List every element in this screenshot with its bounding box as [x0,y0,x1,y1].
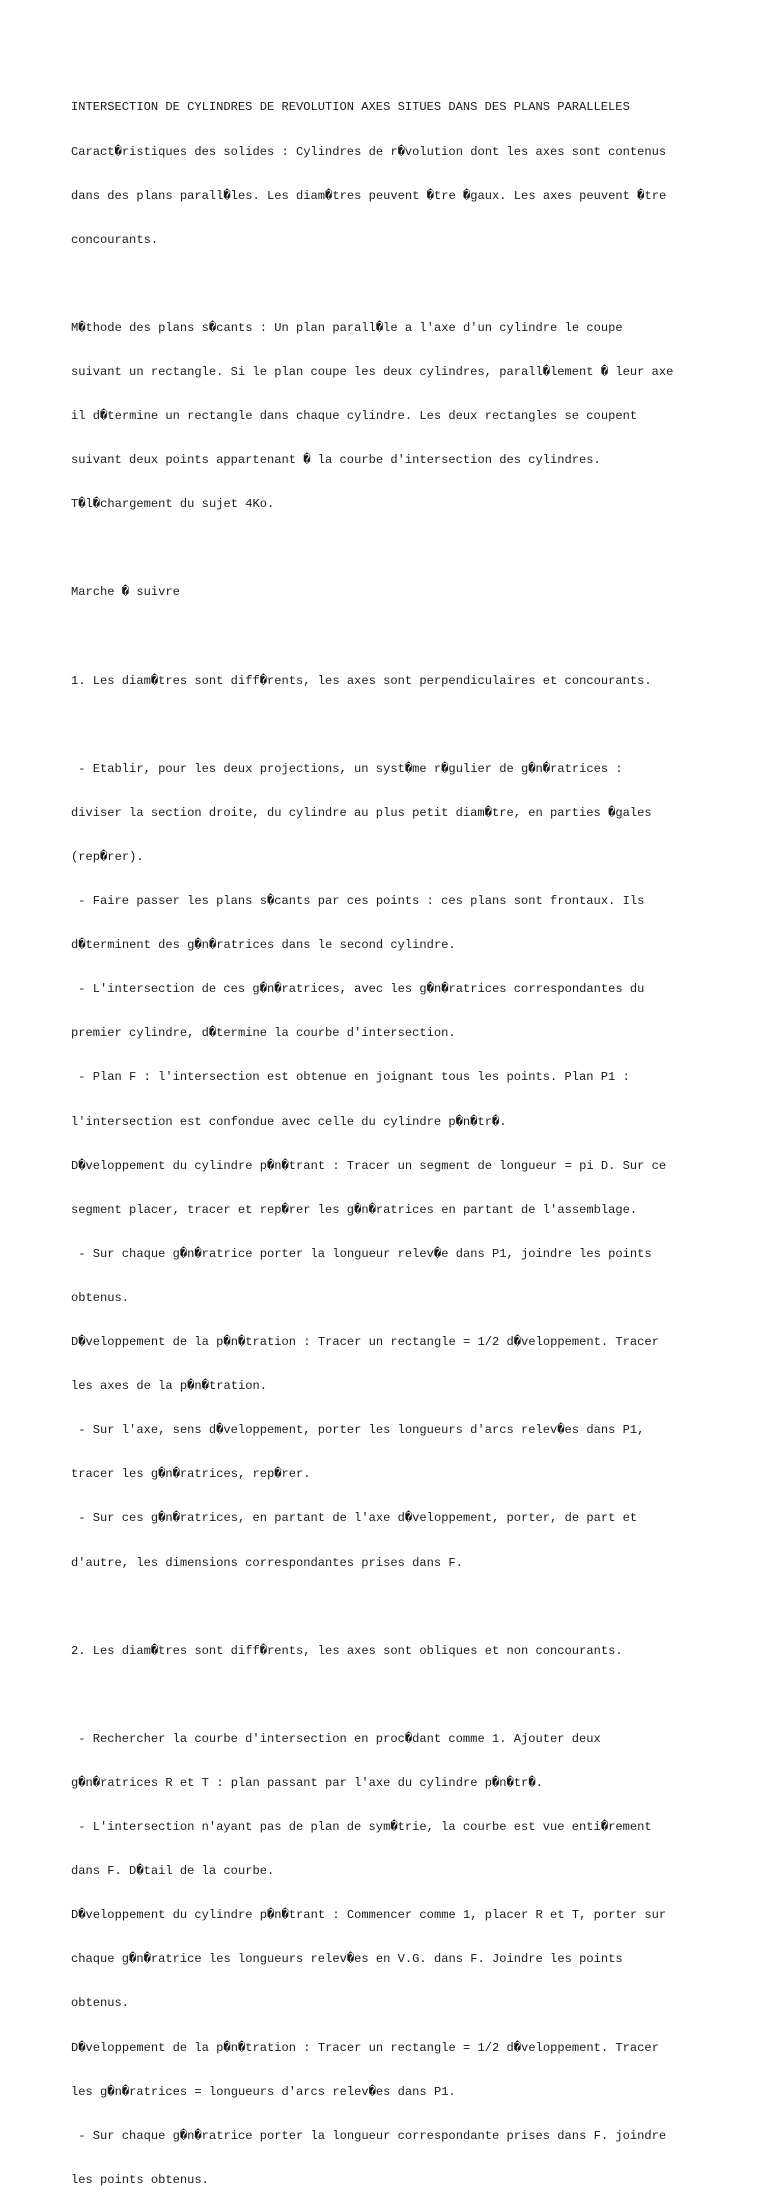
blank-line [71,541,711,556]
text-line: D�veloppement du cylindre p�n�trant : Tracer un segment de longueur = pi D. Sur ce [71,1158,667,1173]
text-line: - L'intersection n'ayant pas de plan de sym�trie, la courbe est vue enti�rement [71,1820,652,1835]
text-line: suivant un rectangle. Si le plan coupe les deux cylindres, parall�lement � leur axe [71,364,674,379]
text-line: (rep�rer). [71,850,144,864]
text-line: les axes de la p�n�tration. [71,1379,267,1394]
case-2-heading: 2. Les diam�tres sont diff�rents, les axes sont obliques et non concourants. [71,1643,623,1658]
text-line: tracer les g�n�ratrices, rep�rer. [71,1467,311,1482]
text-line: g�n�ratrices R et T : plan passant par l'axe du cylindre p�n�tr�. [71,1775,543,1790]
text-line: dans F. D�tail de la courbe. [71,1864,275,1879]
section-heading: Marche � suivre [71,585,180,600]
text-line: - Etablir, pour les deux projections, un syst�me r�gulier de g�n�ratrices : [71,761,623,776]
text-line: - Sur l'axe, sens d�veloppement, porter les longueurs d'arcs relev�es dans P1, [71,1423,645,1438]
text-line: - Faire passer les plans s�cants par ces points : ces plans sont frontaux. Ils [71,894,645,909]
text-line: premier cylindre, d�termine la courbe d'intersection. [71,1026,456,1041]
text-line: les points obtenus. [71,2172,209,2187]
text-line: chaque g�n�ratrice les longueurs relev�es en V.G. dans F. Joindre les points [71,1952,623,1967]
text-line: D�veloppement du cylindre p�n�trant : Commencer comme 1, placer R et T, porter sur [71,1908,667,1923]
blank-line [71,1600,711,1615]
text-line: dans des plans parall�les. Les diam�tres peuvent �tre �gaux. Les axes peuvent �tre [71,188,667,203]
text-line: - Sur chaque g�n�ratrice porter la longueur relev�e dans P1, joindre les points [71,1246,652,1261]
text-line: obtenus. [71,1996,130,2011]
blank-line [71,718,711,733]
text-line: obtenus. [71,1290,130,1305]
text-line: - Rechercher la courbe d'intersection en proc�dant comme 1. Ajouter deux [71,1731,601,1746]
text-line: M�thode des plans s�cants : Un plan parall�le a l'axe d'un cylindre le coupe [71,320,623,335]
blank-line [71,1688,711,1703]
text-line: d�terminent des g�n�ratrices dans le second cylindre. [71,938,456,953]
text-line: - L'intersection de ces g�n�ratrices, avec les g�n�ratrices correspondantes du [71,982,645,997]
text-line: - Sur ces g�n�ratrices, en partant de l'axe d�veloppement, porter, de part et [71,1511,638,1526]
text-line: D�veloppement de la p�n�tration : Tracer un rectangle = 1/2 d�veloppement. Tracer [71,1335,659,1350]
document-title: INTERSECTION DE CYLINDRES DE REVOLUTION AXES SITUES DANS DES PLANS PARALLELES [71,100,630,115]
document-body [71,71,711,2202]
text-line: il d�termine un rectangle dans chaque cylindre. Les deux rectangles se coupent [71,409,638,424]
text-line: suivant deux points appartenant � la courbe d'intersection des cylindres. [71,453,601,468]
text-line: segment placer, tracer et rep�rer les g�n�ratrices en partant de l'assemblage. [71,1202,638,1217]
text-line: D�veloppement de la p�n�tration : Tracer un rectangle = 1/2 d�veloppement. Tracer [71,2040,659,2055]
download-line: T�l�chargement du sujet 4Ko. [71,497,275,512]
text-line: - Plan F : l'intersection est obtenue en joignant tous les points. Plan P1 : [71,1070,630,1085]
case-1-heading: 1. Les diam�tres sont diff�rents, les axes sont perpendiculaires et concourants. [71,673,652,688]
text-line: - Sur chaque g�n�ratrice porter la longueur correspondante prises dans F. joindre [71,2128,667,2143]
text-line: d'autre, les dimensions correspondantes prises dans F. [71,1555,463,1570]
blank-line [71,277,711,292]
text-line: Caract�ristiques des solides : Cylindres de r�volution dont les axes sont contenus [71,144,667,159]
text-line: l'intersection est confondue avec celle du cylindre p�n�tr�. [71,1114,507,1129]
text-line: concourants. [71,232,159,247]
blank-line [71,630,711,645]
text-line: les g�n�ratrices = longueurs d'arcs relev�es dans P1. [71,2084,456,2099]
text-line: diviser la section droite, du cylindre au plus petit diam�tre, en parties �gales [71,805,652,820]
